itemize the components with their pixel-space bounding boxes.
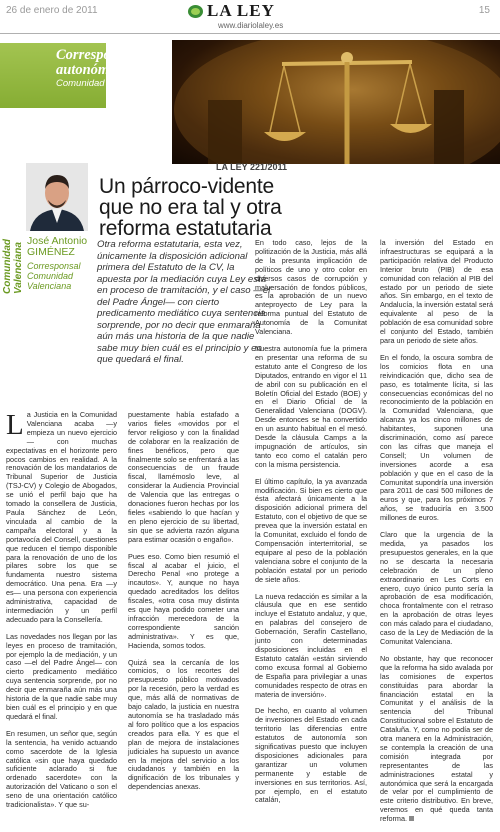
body-column-2: [128, 411, 239, 800]
section-subtitle: Comunidad Valenciana: [56, 78, 154, 89]
logo-text: LA LEY: [207, 1, 275, 20]
scales-of-justice-image: [172, 40, 500, 164]
paragraph: Las novedades nos llegan por las leyes en proceso de tramitación, por ejemplo la de mediación, y un caso —el del Padre Ángel— con cierto predicamento mediático cuya sentencia sorprende, por no decir que enmaraña aún más una historia de la que nadie sabe muy bien cuál es el principio y en que quedará el final.: [6, 631, 117, 721]
paragraph: la inversión del Estado en infraestructuras se equipará a la participación relativa del Producto Interior bruto (PIB) de esa comunidad con relación al PIB del estado por un periodo de siete años. Sin embargo, en el texto de Andalucía, la inversión estatal será equivalente al peso de la población de esa comunidad sobre el conjunto del Estado, también para un periodo de siete años.: [380, 238, 493, 345]
body-column-1: [6, 411, 117, 818]
headline: Un párroco-vidente que no era tal y otra reforma estatutaria: [99, 175, 282, 240]
article-photo: [172, 40, 500, 164]
paragraph: En todo caso, lejos de la politización de la Justicia, más allá de la presunta implicación de políticos de uno y otro color en diversos casos de corrupción y malversación de fondos públicos, es la aprobación de un nuevo anteproyecto de Ley para la reforma puntual del Estatuto de Autonomía de la Comunitat Valenciana.: [255, 238, 367, 337]
drop-cap: L: [6, 409, 24, 441]
article-reference: LA LEY 221/2011: [215, 162, 287, 172]
paragraph: En resumen, un señor que, según la sentencia, ha venido actuando como sacerdote de la Iglesia católica «sin que haya quedado suficiente aclarado si fue ordenado sacerdote» con la autorización del Vaticano o son el seno de una orientación católico tradicionalista». Y que su-: [6, 728, 117, 810]
paragraph: Pues eso. Como bien resumió el fiscal al acabar el juicio, el Derecho Penal «no protege a incautos». Y, aunque no haya quedado acreditados los delitos fiscales, «otra cosa muy distinta es que haya podido cometer una infracción merecedora de la correspondiente sanción administrativa». Y es que, Hacienda, somos todos.: [128, 551, 239, 650]
paragraph: En el fondo, la oscura sombra de los comicios flota en una reivindicación que, dicho sea de paso, es totalmente lícita, si las consecuencias económicas del no reconocimiento de la población en la Comunidad Valenciana, que alcanza ya los cinco millones de habitantes, suponen una discriminación, como así parece con las cifras que maneja el Consell; Un volumen de inversiones acorde a esa población y que en el caso de la Comunitat supondría una inversión para 2011 de casi 500 millones de euros y que, para los próximos 7 años, se traduciría en 3.500 millones de euros.: [380, 352, 493, 523]
author-photo: [26, 163, 88, 231]
author-role: Corresponsal Comunidad Valenciana: [27, 261, 81, 291]
page-number: 15: [478, 5, 490, 16]
paragraph: puestamente había estafado a varios fieles «movidos por el fervor religioso y con la finalidad de colaborar en la realización de fines benéficos, pero que finalmente solo se enfrentará a las consecuencias de un fraude fiscal, llamémoslo leve, al considerar la Audiencia Provincial de Valencia que las entregas o donaciones fueron hechas por los fieles «sabiendo lo que hacían y en pleno ejercicio de su libertad, sin que se advierta razón alguna para estimar ocasión o engaño».: [128, 410, 239, 544]
logo-mark-icon: [188, 5, 203, 18]
masthead-logo: [188, 2, 312, 20]
paragraph: La nueva redacción es similar a la cláusula que en ese sentido incluye el Estatuto andaluz, y que, en palabras del consejero de Gobernación, Serafín Castellano, junto con determinadas disposiciones incluidas en el Estatuto catalán «están sirviendo como excusa formal al Gobierno de España para privilegiar a unas comunidades respecto de otras en materia de inversión».: [255, 591, 367, 699]
paragraph: Claro que la urgencia de la medida, ya pasados los presupuestos generales, en la que no se descarta la necesaria celebración de un pleno extraordinario en Les Corts en enero, cuyo único punto sería la aprobación de esa modificación, choca frontalmente con el retraso en la aprobación de otras leyes con más calado para el ciudadano, caso de la Ley de Mediación de la Comunitat Valenciana.: [380, 530, 493, 646]
vertical-label-line2: Valenciana: [13, 242, 24, 294]
site-url: www.diariolaley.es: [218, 21, 284, 30]
section-title: Corresponsalías autonómicas: [56, 47, 153, 78]
author-name: José Antonio GIMÉNEZ: [27, 235, 88, 258]
paragraph: Nuestra autonomía fue la primera en presentar una reforma de su estatuto ante el Congreso de los Diputados, entrando en vigor el 11 de abril con su publicación en el Boletín Oficial del Estado (BOE) y en el Diario Oficial de la Generalidad Valenciana (DOGV). Desde entonces se ha convertido en un asunto habitual en el mesó. Desde la cláusula Camps a la impugnación de artículos, sin tanto eco como el catalán pero con la misma persistencia.: [255, 343, 367, 469]
author-block: [27, 236, 107, 291]
paragraph: De hecho, en cuanto al volumen de inversiones del Estado en cada territorio las diferencias entre estatutos de autonomía son significativas puesto que incluyen disposiciones adicionales para garantizar un volumen permanente y estable de inversiones en sus territorios. Así, por ejemplo, en el estatuto catalán,: [255, 706, 367, 805]
paragraph: No obstante, hay que reconocer que la reforma ha sido avalada por las comisiones de expertos constituidas para abordar la financiación estatal en la Comunitat y el análisis de la sentencia del Tribunal Constitucional sobre el Estatuto de Cataluña. Y, como no podía ser de otra manera en la Administración, se contempla la creación de una comisión integrada por representantes de las administraciones estatal y autonómica que será la encargada de velar por el cumplimiento de este criterio distributivo. En breve, veremos en qué queda tanta reforma.: [380, 653, 493, 824]
paragraph: a Justicia en la Comunidad Valenciana acaba —y empieza un nuevo ejercicio— con muchas expectativas en el horizonte pero pocos cambios en realidad. A la renovación de los mandatarios de Tribunal Superior de Justicia (TSJ-CV) y Colegio de Abogados, se unió el perfil bajo que ha tomado la consellera de Justicia, Paula Sánchez de León, vinculada al cambio de la campaña electoral y a la portavocía del Consell, cuestiones que reducen el tiempo disponible para la renovación de uno de los pilares sobre los que se fundamenta nuestro sistema democrático. Una pena. Era —y es— una persona con experiencia administrativa, capacidad de intermediación y un perfil adecuado para la Consellería.: [6, 410, 117, 624]
vertical-label-line1: Comunidad: [2, 239, 13, 294]
issue-date: 26 de enero de 2011: [6, 5, 98, 16]
paragraph: El último capítulo, la ya avanzada modificación. Si bien es cierto que ésta afectará únicamente a la disposición adicional primera del Estatuto, con el objetivo de que se prevea que la inversión estatal en la Comunitat, excluido el fondo de Compensación interterritorial, se equipare al peso de la población valenciana sobre el conjunto de la población estatal por un periodo de siete años.: [255, 476, 367, 584]
paragraph: Quizá sea la cercanía de los comicios, o los recortes del presupuesto público motivados por la recesión, pero la verdad es que, más allá de normativas de bajo calado, la justicia en nuestra autonomía se ha trasladado más al foro político que a los espacios creados para ella. Y es que el plan de mejora de instalaciones judiciales ha supuesto un avance en la mejora del servicio a los ciudadanos y también en la dignificación de los tribunales y dependencias anexas.: [128, 657, 239, 792]
body-column-3: [255, 239, 367, 813]
body-column-4: [380, 239, 493, 832]
header-rule: [0, 33, 500, 34]
lead-paragraph: Otra reforma estatutaria, esta vez, únicamente la disposición adicional primera del Estatuto de la CV, la apuesta por la mediación cuya Ley está en proceso de tramitación, y el caso —el del Padre Ángel— con cierto predicamento mediático cuya sentencia sorprende, por no decir que enmaraña aún más una historia de la que nadie sabe muy bien cuál es el principio y en que quedará el final.: [97, 239, 271, 365]
end-mark-icon: [409, 816, 414, 821]
author-portrait-image: [26, 163, 88, 231]
